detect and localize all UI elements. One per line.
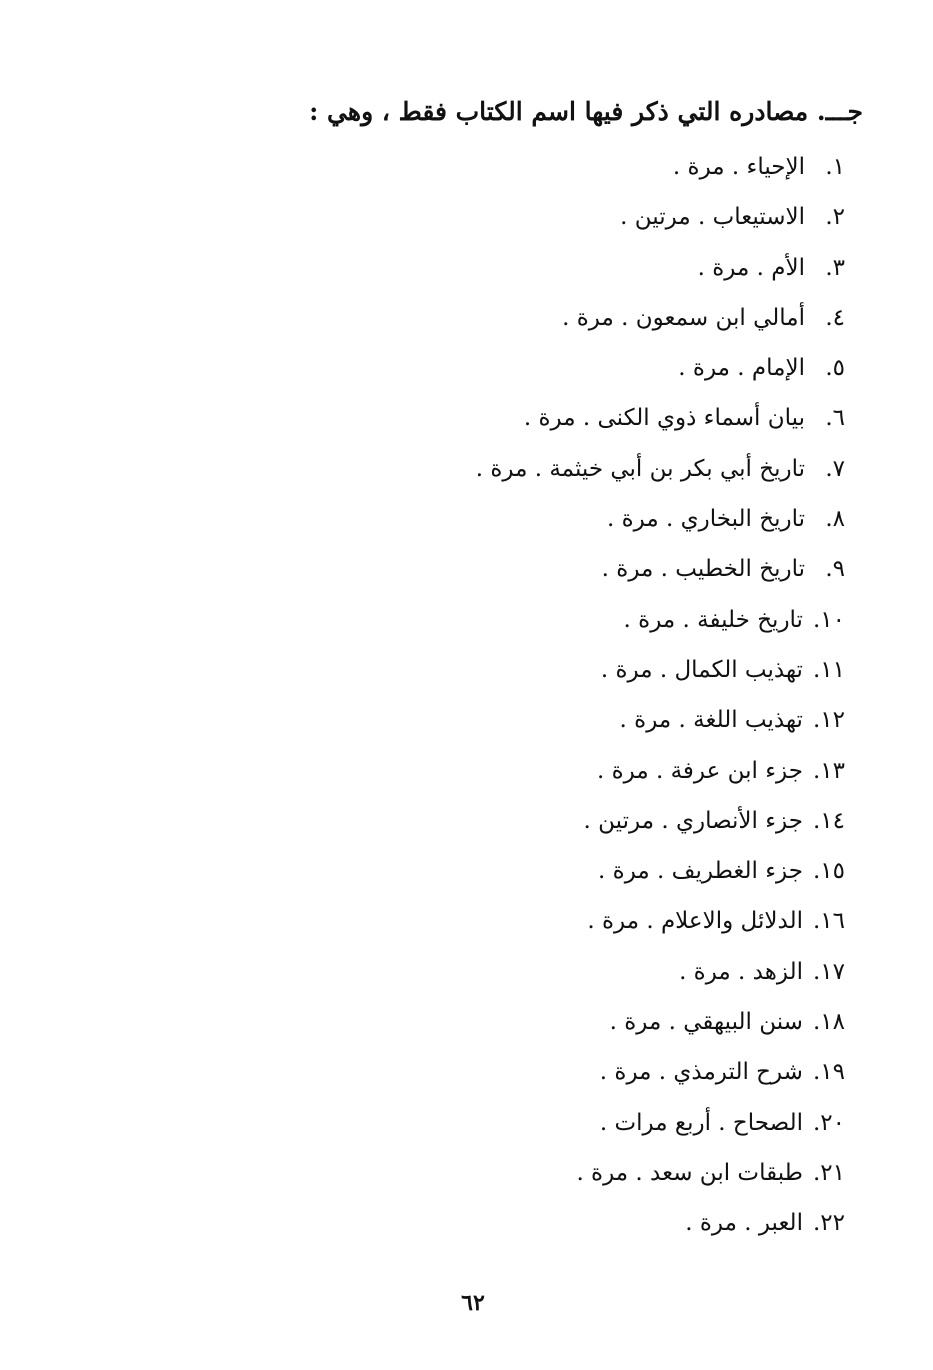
item-number: ٢. xyxy=(825,204,845,231)
item-text: الدلائل والاعلام . مرة . xyxy=(587,908,803,935)
item-number: ١٦. xyxy=(812,908,845,935)
page-number: ٦٢ xyxy=(461,1290,485,1316)
item-text: بيان أسماء ذوي الكنى . مرة . xyxy=(523,405,805,432)
item-number: ١٠. xyxy=(812,606,845,633)
item-number: ٦. xyxy=(825,405,845,432)
list-item xyxy=(476,1047,845,1097)
list-item xyxy=(476,846,845,896)
item-text: الزهد . مرة . xyxy=(679,958,803,985)
item-text: أمالي ابن سمعون . مرة . xyxy=(562,304,805,331)
item-text: تهذيب اللغة . مرة . xyxy=(619,707,803,734)
list-item xyxy=(476,997,845,1047)
item-number: ٥. xyxy=(825,355,845,382)
list-item xyxy=(476,494,845,544)
list-item xyxy=(476,243,845,293)
item-number: ٢١. xyxy=(812,1159,845,1186)
item-number: ١١. xyxy=(812,656,845,683)
list-item xyxy=(476,695,845,745)
item-number: ٢٠. xyxy=(812,1109,845,1136)
list-item xyxy=(476,1098,845,1148)
item-number: ١٥. xyxy=(812,858,845,885)
item-number: ١٩. xyxy=(812,1059,845,1086)
item-text: جزء ابن عرفة . مرة . xyxy=(596,757,803,784)
list-item xyxy=(476,544,845,594)
item-text: جزء الغطريف . مرة . xyxy=(598,858,803,885)
list-item xyxy=(476,1148,845,1198)
item-text: طبقات ابن سعد . مرة . xyxy=(576,1159,803,1186)
section-heading: جـــ. مصادره التي ذكر فيها اسم الكتاب فقط ، وهي : xyxy=(309,97,863,126)
item-text: جزء الأنصاري . مرتين . xyxy=(583,807,803,834)
item-text: تاريخ خليفة . مرة . xyxy=(623,606,803,633)
item-text: العبر . مرة . xyxy=(685,1210,803,1237)
item-number: ٤. xyxy=(825,304,845,331)
item-number: ٣. xyxy=(825,254,845,281)
item-number: ١. xyxy=(825,154,845,180)
item-number: ١٧. xyxy=(812,958,845,985)
item-number: ١٢. xyxy=(812,707,845,734)
item-text: الأم . مرة . xyxy=(697,254,805,281)
list-item xyxy=(476,746,845,796)
item-number: ١٤. xyxy=(812,807,845,834)
item-text: الإمام . مرة . xyxy=(678,355,805,382)
list-item xyxy=(476,142,845,192)
item-text: شرح الترمذي . مرة . xyxy=(599,1059,803,1086)
item-number: ٨. xyxy=(825,506,845,533)
list-item xyxy=(476,1198,845,1248)
item-number: ١٨. xyxy=(812,1009,845,1036)
list-item xyxy=(476,947,845,997)
item-text: الإحياء . مرة . xyxy=(672,154,805,180)
item-text: تاريخ البخاري . مرة . xyxy=(607,506,805,533)
item-text: تاريخ أبي بكر بن أبي خيثمة . مرة . xyxy=(475,455,805,482)
item-number: ٧. xyxy=(825,455,845,482)
item-text: الصحاح . أربع مرات . xyxy=(599,1109,803,1136)
list-item xyxy=(476,444,845,494)
item-text: سنن البيهقي . مرة . xyxy=(609,1009,803,1036)
list-item xyxy=(476,595,845,645)
sources-list xyxy=(476,142,845,1249)
item-text: تاريخ الخطيب . مرة . xyxy=(601,556,805,583)
list-item xyxy=(476,393,845,443)
item-number: ١٣. xyxy=(812,757,845,784)
item-number: ٢٢. xyxy=(812,1210,845,1237)
list-item xyxy=(476,645,845,695)
list-item xyxy=(476,896,845,946)
list-item xyxy=(476,796,845,846)
item-number: ٩. xyxy=(825,556,845,583)
item-text: الاستيعاب . مرتين . xyxy=(620,204,805,231)
item-text: تهذيب الكمال . مرة . xyxy=(600,656,803,683)
list-item xyxy=(476,293,845,343)
list-item xyxy=(476,343,845,393)
list-item xyxy=(476,192,845,242)
